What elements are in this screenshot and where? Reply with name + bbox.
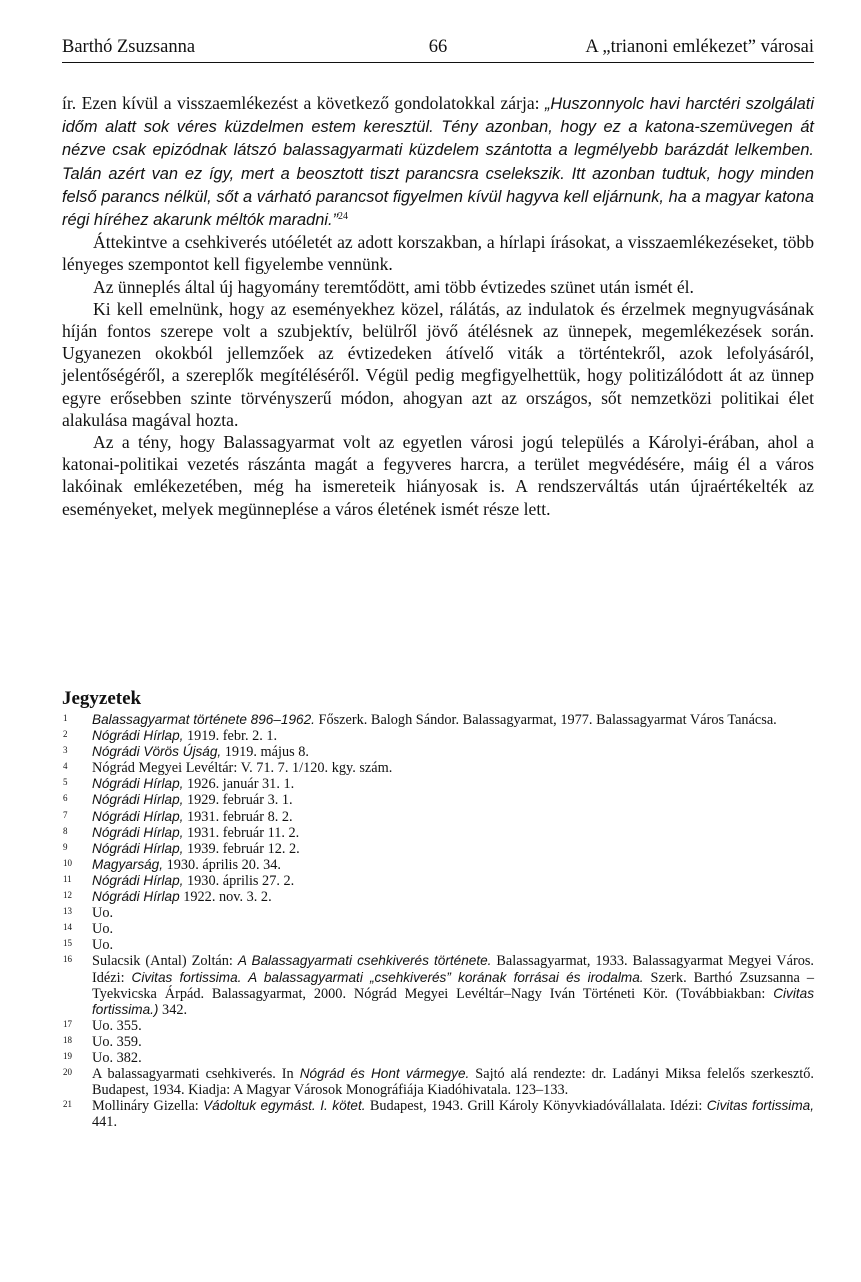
header-author: Barthó Zsuzsanna <box>62 36 196 57</box>
note-text-part: Uo. <box>92 937 114 954</box>
note-number: 1 <box>63 713 68 723</box>
note-item <box>62 728 814 744</box>
paragraph-4: Ki kell emelnünk, hogy az eseményekhez közel, rálátás, az indulatok és érzelmek megnyugvásának híján fontos szerepe volt a szubjektív, belülről jövő átélésnek az ünnepek, megemlékezések során. Ugyanezen okokból jellemzőek az évtizedeken átívelő viták a történtekről, azok lefolyásáról, jelentőségéről, a szereplők megítéléséről. Végül pedig megfigyelhettük, hogy politizálódott át az ünnep egyre erősebben szinte törvényszerű módon, ahogyan azt az országos, sőt nemzetközi politikai élet alakulása magával hozta. <box>62 298 814 430</box>
note-number: 7 <box>63 809 68 820</box>
note-text <box>92 1050 814 1066</box>
note-item <box>62 1050 814 1066</box>
note-text-part: Nógrádi Hírlap <box>92 889 180 905</box>
note-item <box>62 760 814 776</box>
note-number: 4 <box>63 761 68 772</box>
notes-list <box>62 712 814 1130</box>
note-number: 14 <box>63 922 72 933</box>
note-item <box>62 792 814 808</box>
note-item <box>62 712 814 728</box>
paragraph-5: Az a tény, hogy Balassagyarmat volt az egyetlen városi jogú település a Károlyi-érában, ahol a katonai-politikai vezetés rászánta magát a fegyveres harcra, a terület megvédésére, máig él a város lakóinak emlékezetében, még ha ismereteik hiányosak is. A rendszerváltás után újraértékelték az eseményeket, melyek megünneplése a város életének ismét része lett. <box>62 432 814 519</box>
note-text <box>92 953 814 1017</box>
note-item <box>62 905 814 921</box>
note-item <box>62 1034 814 1050</box>
note-text <box>92 857 814 873</box>
note-text <box>92 1066 814 1098</box>
note-text <box>92 905 814 921</box>
footnote-ref: 24 <box>338 211 349 223</box>
note-number: 15 <box>63 938 72 949</box>
body-text <box>62 92 814 520</box>
note-text <box>92 728 814 744</box>
note-text-part: Balassagyarmat, 1933. Balassagyarmat Megyei Város. Idézi: <box>92 953 815 986</box>
note-text-part: 1929. február 3. 1. <box>183 792 293 809</box>
note-number: 5 <box>63 777 68 788</box>
note-item <box>62 1018 814 1034</box>
note-text-part: Uo. <box>92 905 114 922</box>
note-text-part: 1939. február 12. 2. <box>183 840 300 857</box>
note-number: 12 <box>63 890 72 901</box>
note-text <box>92 712 814 728</box>
note-text <box>92 921 814 937</box>
note-text <box>92 1098 814 1130</box>
paragraph-1 <box>62 92 814 231</box>
note-text-part: Nógrádi Hírlap, <box>92 728 184 744</box>
note-number: 2 <box>63 729 68 740</box>
quotation: „Huszonnyolc havi harctéri szolgálati időm alatt sok véres küzdelmen estem keresztül. Tény azonban, hogy ez a katona-szemüvegen át nézve csak epizódnak látszó balassagyarmati küzdelem szántotta a legmélyebb barázdát lelkemben. Talán azért van ez így, mert a beosztott tiszt parancsra cselekszik. Itt azonban tudtuk, hogy minden felső parancs nélkül, sőt a várható parancsot figyelmen kívül hagyva kell eljárnunk, ha a magyar katona régi híréhez akarunk méltók maradni.” <box>62 95 814 230</box>
note-text <box>92 744 814 760</box>
paragraph-2: Áttekintve a csehkiverés utóéletét az adott korszakban, a hírlapi írásokat, a visszaemlékezéseket, több lényeges szempontot kell figyelembe vennünk. <box>62 232 814 275</box>
note-text-part: Uo. 359. <box>92 1033 142 1050</box>
note-text-part: Civitas fortissima, <box>706 1098 814 1114</box>
note-text-part: Szerk. Barthó Zsuzsanna – Tyekvicska Árpád. Balassagyarmat, 2000. Nógrád Megyei Levéltár–Nagy Iván Történeti Kör. (Továbbiakban: <box>92 969 814 1002</box>
note-text-part: A Balassagyarmati csehkiverés története. <box>237 953 492 969</box>
note-text-part: Nógrádi Hírlap, <box>92 808 184 824</box>
note-text-part: Magyarság, <box>92 856 164 872</box>
note-item <box>62 921 814 937</box>
note-item <box>62 937 814 953</box>
note-number: 9 <box>63 841 68 852</box>
note-item <box>62 953 814 1017</box>
note-text-part: 1926. január 31. 1. <box>183 776 295 793</box>
note-item <box>62 809 814 825</box>
note-text-part: 1922. nov. 3. 2. <box>179 889 272 906</box>
note-text-part: Nógrád Megyei Levéltár: V. 71. 7. 1/120. kgy. szám. <box>92 760 393 777</box>
note-text-part: 1931. február 8. 2. <box>183 808 293 825</box>
note-text <box>92 809 814 825</box>
note-text <box>92 1018 814 1034</box>
note-item <box>62 841 814 857</box>
note-text-part: Vádoltuk egymást. I. kötet. <box>203 1098 366 1114</box>
note-text-part: 1931. február 11. 2. <box>183 824 300 841</box>
note-text-part: Mollináry Gizella: <box>92 1098 204 1115</box>
paragraph-1-text: ír. Ezen kívül a visszaemlékezést a következő gondolatokkal zárja: <box>62 93 545 113</box>
note-number: 20 <box>63 1067 72 1078</box>
note-text-part: 1930. április 20. 34. <box>163 856 281 873</box>
note-text <box>92 760 814 776</box>
note-text-part: Nógrádi Hírlap, <box>92 792 184 808</box>
note-number: 19 <box>63 1050 72 1061</box>
notes-heading: Jegyzetek <box>62 688 142 709</box>
note-text-part: 1930. április 27. 2. <box>183 872 295 889</box>
note-number: 11 <box>63 873 72 884</box>
note-text-part: 342. <box>158 1001 188 1018</box>
note-text-part: 441. <box>92 1114 118 1131</box>
note-text-part: Uo. 355. <box>92 1017 142 1034</box>
note-text <box>92 1034 814 1050</box>
note-text-part: Uo. 382. <box>92 1049 142 1066</box>
note-text-part: Balassagyarmat története 896–1962. <box>92 712 315 727</box>
note-item <box>62 825 814 841</box>
note-text-part: Civitas fortissima.) <box>92 985 814 1017</box>
note-number: 6 <box>63 793 68 804</box>
note-text <box>92 841 814 857</box>
note-number: 3 <box>63 745 68 756</box>
note-item <box>62 744 814 760</box>
note-text-part: Civitas fortissima. A balassagyarmati „csehkiverés” korának forrásai és irodalma. <box>131 969 644 985</box>
note-text-part: Nógrádi Hírlap, <box>92 824 184 840</box>
note-text <box>92 873 814 889</box>
note-number: 13 <box>63 906 72 917</box>
note-item <box>62 857 814 873</box>
note-text-part: Nógrád és Hont vármegye. <box>299 1066 470 1082</box>
note-text-part: Sulacsik (Antal) Zoltán: <box>92 953 238 970</box>
note-item <box>62 776 814 792</box>
note-text <box>92 825 814 841</box>
note-number: 16 <box>63 954 72 965</box>
note-item <box>62 1098 814 1130</box>
note-text-part: Uo. <box>92 921 114 938</box>
paragraph-3: Az ünneplés által új hagyomány teremtődött, ami több évtizedes szünet után ismét él. <box>93 276 694 297</box>
header-rule <box>62 62 814 63</box>
running-header <box>62 34 814 60</box>
note-text-part: 1919. febr. 2. 1. <box>183 728 278 745</box>
note-text-part: Főszerk. Balogh Sándor. Balassagyarmat, 1977. Balassagyarmat Város Tanácsa. <box>314 712 777 728</box>
note-number: 18 <box>63 1034 72 1045</box>
note-text-part: Nógrádi Hírlap, <box>92 840 184 856</box>
note-item <box>62 889 814 905</box>
header-title: A „trianoni emlékezet” városai <box>585 36 814 57</box>
note-number: 10 <box>63 857 72 868</box>
note-text <box>92 776 814 792</box>
note-text-part: 1919. május 8. <box>221 744 309 761</box>
note-text-part: Budapest, 1943. Grill Károly Könyvkiadóvállalata. Idézi: <box>365 1098 707 1115</box>
note-number: 8 <box>63 825 68 836</box>
note-text <box>92 792 814 808</box>
header-page-number: 66 <box>428 36 448 57</box>
note-text-part: Nógrádi Hírlap, <box>92 776 184 792</box>
note-text-part: Nógrádi Vörös Újság, <box>92 744 222 760</box>
note-text <box>92 889 814 905</box>
note-text-part: A balassagyarmati csehkiverés. In <box>92 1066 300 1083</box>
note-text-part: Sajtó alá rendezte: dr. Ladányi Miksa felelős szerkesztő. Budapest, 1934. Kiadja: A Magyar Városok Monográfiája Kiadóhivatala. 123–133. <box>92 1066 815 1099</box>
note-text-part: Nógrádi Hírlap, <box>92 872 184 888</box>
note-item <box>62 873 814 889</box>
note-number: 17 <box>63 1018 72 1029</box>
note-text <box>92 937 814 953</box>
note-item <box>62 1066 814 1098</box>
note-number: 21 <box>63 1099 72 1110</box>
